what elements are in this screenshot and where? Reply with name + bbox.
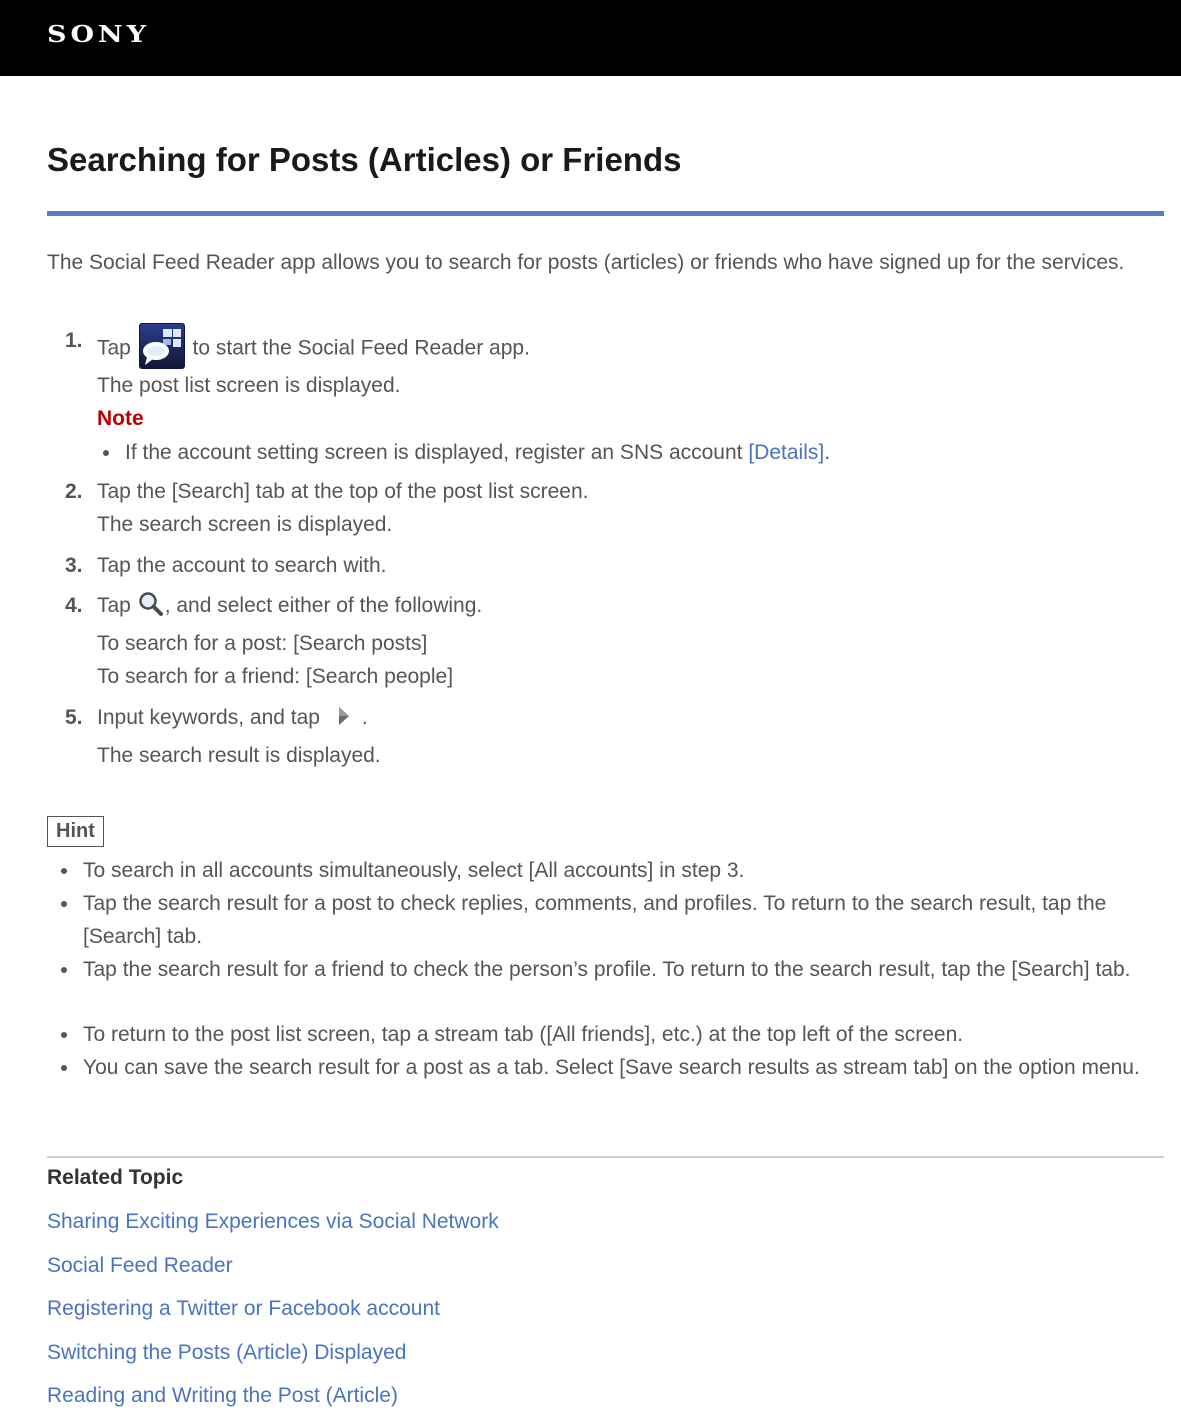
step-number: 1.	[65, 329, 83, 352]
hint-item: To return to the post list screen, tap a stream tab ([All friends], etc.) at the top left of the screen.	[83, 1023, 964, 1046]
search-icon	[137, 590, 165, 618]
note-text: If the account setting screen is displayed, register an SNS account [Details].	[125, 441, 831, 464]
page-title: Searching for Posts (Articles) or Friends	[47, 141, 682, 178]
related-link[interactable]: Registering a Twitter or Facebook account	[47, 1297, 440, 1320]
hint-bullet	[61, 868, 67, 874]
step-text: Tap , and select either of the following.	[97, 591, 482, 621]
step-4-option-post: To search for a post: [Search posts]	[97, 632, 428, 655]
step-1-result: The post list screen is displayed.	[97, 374, 401, 397]
related-link[interactable]: Reading and Writing the Post (Article)	[47, 1384, 398, 1407]
related-link[interactable]: Sharing Exciting Experiences via Social Network	[47, 1210, 499, 1233]
related-link[interactable]: Social Feed Reader	[47, 1254, 233, 1277]
step-4-option-people: To search for a friend: [Search people]	[97, 665, 454, 688]
note-bullet	[103, 450, 109, 456]
go-arrow-icon	[332, 704, 356, 728]
step-text: Input keywords, and tap .	[97, 706, 368, 729]
related-topic-heading: Related Topic	[47, 1166, 184, 1189]
intro-paragraph: The Social Feed Reader app allows you to search for posts (articles) or friends who have signed up for the services.	[47, 251, 1125, 274]
step-number: 2.	[65, 480, 83, 503]
step-text: Tap the [Search] tab at the top of the post list screen.	[97, 480, 589, 503]
hint-item: To search in all accounts simultaneously, select [All accounts] in step 3.	[83, 859, 745, 882]
related-link[interactable]: Switching the Posts (Article) Displayed	[47, 1341, 407, 1364]
step-number: 4.	[65, 594, 83, 617]
step-5-result: The search result is displayed.	[97, 744, 381, 767]
hint-item: You can save the search result for a post as a tab. Select [Save search results as stream tab] on the option menu.	[83, 1056, 1140, 1079]
hint-bullet	[61, 1032, 67, 1038]
social-feed-reader-app-icon	[139, 323, 185, 369]
note-label: Note	[97, 407, 144, 430]
step-2-result: The search screen is displayed.	[97, 513, 393, 536]
hint-label: Hint	[47, 816, 104, 847]
step-number: 5.	[65, 706, 83, 729]
hint-bullet	[61, 901, 67, 907]
related-divider	[47, 1156, 1164, 1158]
title-divider	[47, 211, 1164, 216]
hint-bullet	[61, 967, 67, 973]
details-link[interactable]: [Details]	[748, 441, 825, 464]
hint-bullet	[61, 1065, 67, 1071]
hint-item: Tap the search result for a post to check replies, comments, and profiles. To return to the search result, tap the [Search] tab.	[83, 892, 1107, 948]
step-text: Tap the account to search with.	[97, 554, 387, 577]
step-number: 3.	[65, 554, 83, 577]
sony-logo[interactable]: SONY	[47, 21, 150, 49]
hint-item: Tap the search result for a friend to check the person’s profile. To return to the search result, tap the [Search] tab.	[83, 958, 1131, 981]
step-text: Tap to start the Social Feed Reader app.	[97, 326, 530, 372]
header-bar	[0, 0, 1181, 76]
